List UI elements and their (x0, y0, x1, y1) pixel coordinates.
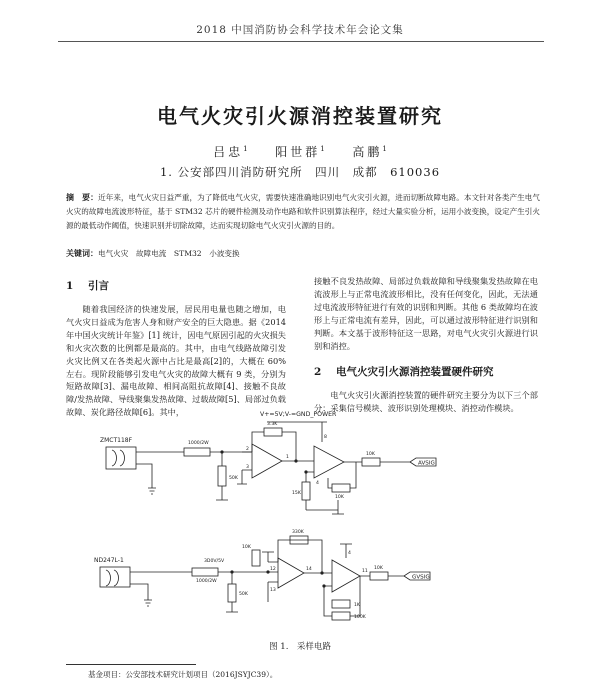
right-column (314, 275, 538, 415)
resistor-label: 3.3K (267, 422, 278, 427)
header-rule (58, 41, 544, 42)
power-label: V+=5V;V-=GND_POWER (260, 411, 337, 418)
resistor (228, 584, 236, 602)
body-paragraph-continued: 接触不良发热故障、局部过负载故障和导线聚集发热故障在电流波形上与正常电流波形相比，没有任何变化，因此，无法通过电流波形特征进行有效的识别和判断。其他 6 类故障均在波形上与正常电流有差异，因此，可以通过波形特征进行识别和判断。本文基于波形特征这一思路，对电气火灾引火源进行识别和消控。 (314, 276, 538, 351)
resistor-label: 10K (335, 495, 344, 500)
resistor (332, 612, 350, 620)
op-amp-symbol (314, 446, 344, 478)
resistor (332, 484, 350, 492)
author-affil-mark: 1 (320, 145, 325, 153)
author-affil-mark: 1 (243, 145, 248, 153)
keywords-text: 电气火灾 故障电流 STM32 小波变换 (98, 249, 240, 258)
keywords-label: 关键词： (66, 248, 98, 258)
op-amp-symbol (278, 558, 304, 588)
figure-caption: 图 1. 采样电路 (269, 642, 331, 652)
resistor (252, 550, 260, 566)
pin-number: 11 (362, 569, 368, 574)
pin-number: 8 (324, 435, 327, 440)
footnote: 基金项目：公安部技术研究计划项目（2016JSYJC39）。 (88, 670, 278, 679)
pin-number: 12 (270, 567, 276, 572)
resistor (332, 600, 350, 608)
resistor-label: 1K (354, 603, 360, 608)
pin-number: 1 (286, 455, 289, 460)
resistor (302, 482, 310, 500)
abstract (66, 190, 540, 233)
op-amp-symbol (332, 560, 360, 592)
affiliation: 1. 公安部四川消防研究所 四川 成都 610036 (159, 165, 441, 179)
resistor-label: 10K (374, 566, 383, 571)
reference-label: 3D0V/5V (204, 559, 225, 564)
sampling-circuit-figure (92, 402, 478, 630)
pin-number: 2 (246, 447, 249, 452)
resistor (218, 466, 226, 486)
pin-number: 14 (306, 567, 312, 572)
author-name: 高鹏 (352, 145, 383, 159)
resistor (264, 428, 282, 436)
sensor-label-top: ZMCT118F (100, 437, 133, 444)
paper-title: 电气火灾引火源消控装置研究 (157, 104, 443, 128)
pin-number: 3 (246, 465, 249, 470)
resistor-label: 1000/2W (196, 579, 217, 584)
author-affil-mark: 1 (382, 145, 387, 153)
author-name: 吕忠 (213, 145, 244, 159)
resistor-label: 10K (366, 452, 375, 457)
section-title: 引言 (88, 280, 109, 292)
resistor (184, 448, 210, 456)
output-label: GVSIG (412, 574, 430, 581)
author-name: 阳世群 (275, 145, 321, 159)
resistor (370, 572, 388, 580)
resistor (192, 568, 218, 576)
section-title: 电气火灾引火源消控装置硬件研究 (336, 366, 494, 379)
footnote-rule (66, 664, 196, 665)
output-label: AVSIG (418, 460, 435, 467)
pin-number: 13 (270, 588, 276, 593)
author-list (0, 143, 600, 160)
pin-number: 4 (348, 551, 351, 556)
running-header: 2018 中国消防协会科学技术年会论文集 (196, 24, 404, 36)
section-number: 2 (314, 366, 322, 379)
body-paragraph: 随着我国经济的快速发展，居民用电量也随之增加，电气火灾日益成为危害人身和财产安全的巨大隐患。据《2014 年中国火灾统计年鉴》[1] 统计，因电气原因引起的火灾损失和火灾次数的比例都是最高的。其中，由电气线路故障引发火灾比例又在各类起火源中占比是最高[2]的，大概在 60% 左右。现阶段能够引发电气火灾的故障大概有 9 类，分别为短路故障[3]、漏电故障、相间高阻抗故障[4]、接触不良故障/发热故障、导线聚集发热故障、过载故障[5]、局部过负载故障、炭化路径故障[6]。其中， (66, 304, 286, 418)
resistor-label: 50K (239, 592, 248, 597)
sensor-label-bottom: ND247L-1 (94, 557, 124, 564)
resistor-label: 330K (292, 530, 304, 535)
body-paragraph: 电气火灾引火源消控装置的硬件研究主要分为以下三个部分：采集信号模块、波形识别处理模块、消控动作模块。 (314, 390, 538, 414)
pin-number: 4 (316, 481, 319, 486)
resistor-label: 1000/2W (188, 441, 209, 446)
op-amp-symbol (252, 444, 282, 478)
abstract-label: 摘 要： (66, 192, 99, 202)
left-column (66, 278, 286, 419)
resistor-label: 50K (229, 476, 238, 481)
resistor-label: 15K (292, 491, 301, 496)
resistor-label: 10K (242, 545, 251, 550)
section-heading (66, 278, 286, 293)
keywords (66, 248, 540, 259)
resistor-label: 100K (354, 615, 366, 620)
section-number: 1 (66, 280, 74, 292)
section-heading (314, 364, 538, 379)
resistor (362, 458, 380, 466)
abstract-text: 近年来，电气火灾日益严重，为了降低电气火灾，需要快速准确地识别电气火灾引火源，进而切断故障电路。本文针对各类产生电气火灾的故障电流波形特征，基于 STM32 芯片的硬件检测及动作电路和软件识别算法程序，经过大量实验分析，运用小波变换，设定产生引火源的最低动作阈值，快速识别并切除故障，达而实现切除电气火灾引火源的目的。 (66, 193, 540, 230)
